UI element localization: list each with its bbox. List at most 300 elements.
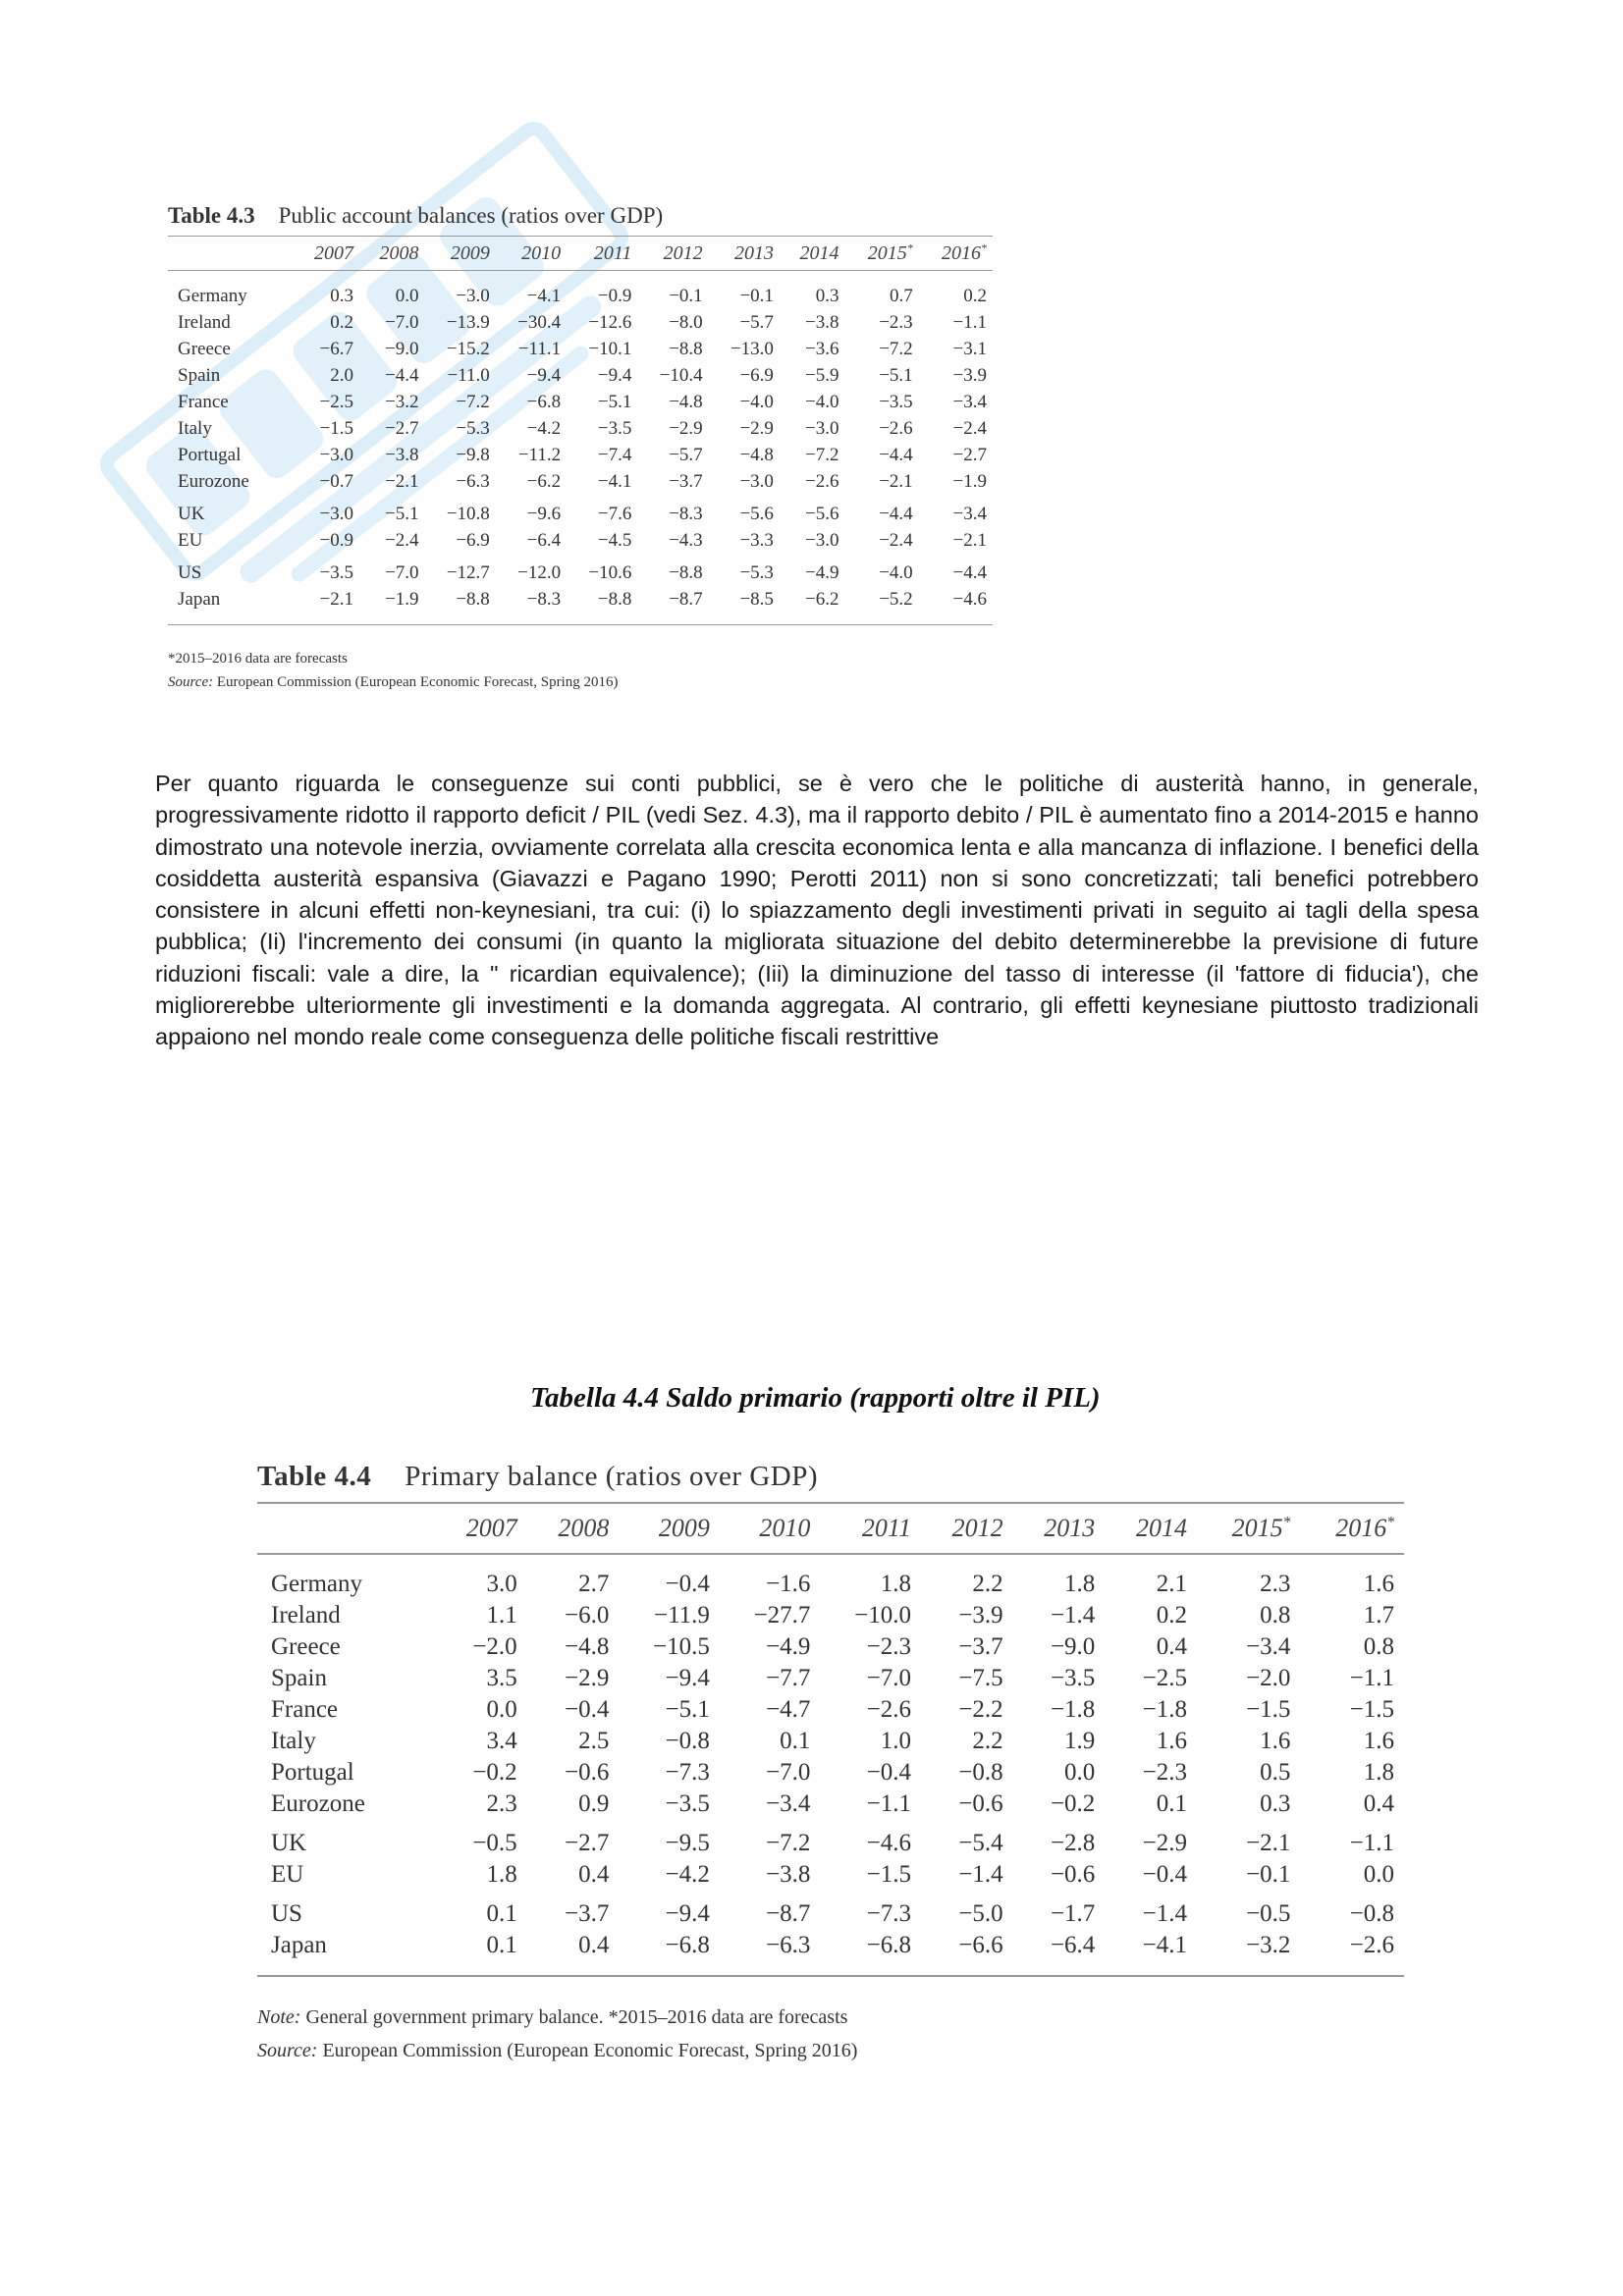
value-cell: −3.5 [319,561,353,583]
value-cell: −1.1 [866,1790,911,1817]
column-header: 2011 [861,1514,911,1542]
value-cell: −7.0 [766,1759,811,1786]
country-cell: Spain [178,364,221,386]
value-cell: −11.9 [653,1602,710,1629]
value-cell: −8.7 [669,588,703,610]
value-cell: −5.0 [958,1900,1003,1927]
value-cell: 2.5 [578,1728,610,1754]
value-cell: −7.0 [385,561,419,583]
value-cell: 0.1 [1156,1790,1187,1817]
value-cell: 2.2 [972,1728,1003,1754]
country-cell: Eurozone [271,1790,365,1817]
value-cell: 0.2 [963,285,987,306]
value-cell: −7.3 [665,1759,710,1786]
value-cell: −3.6 [805,338,839,359]
value-cell: −6.8 [866,1932,911,1958]
column-header: 2014 [1135,1514,1187,1542]
value-cell: −2.9 [565,1665,610,1691]
value-cell: −5.7 [739,311,774,333]
table-4-4-note: Note: General government primary balance. *2015–2016 data are forecasts [257,2006,848,2028]
table-row [168,468,993,495]
column-header: 2014 [799,241,839,264]
value-cell: −1.6 [766,1571,811,1597]
value-cell: −0.4 [665,1571,710,1597]
value-cell: 2.1 [1156,1571,1187,1597]
value-cell: −4.8 [669,391,703,412]
value-cell: −1.8 [1050,1696,1096,1723]
value-cell: −4.0 [739,391,774,412]
value-cell: −5.2 [879,588,913,610]
value-cell: −12.6 [588,311,632,333]
value-cell: −2.4 [879,529,913,551]
value-cell: 1.8 [1064,1571,1096,1597]
column-header: 2012 [951,1514,1003,1542]
value-cell: −3.0 [319,503,353,524]
value-cell: −4.6 [866,1830,911,1856]
country-cell: Japan [271,1932,327,1958]
value-cell: −1.5 [1246,1696,1291,1723]
table-row [168,586,993,613]
value-cell: 0.3 [1260,1790,1291,1817]
value-cell: −9.0 [1050,1633,1096,1660]
value-cell: −11.2 [517,444,562,465]
corner-cell [168,237,294,271]
value-cell: −1.5 [1349,1696,1394,1723]
table-row [257,1828,1404,1859]
value-cell: −11.1 [517,338,562,359]
value-cell: −9.4 [597,364,632,386]
value-cell: −7.0 [866,1665,911,1691]
value-cell: −9.8 [456,444,490,465]
value-cell: 0.1 [780,1728,811,1754]
value-cell: −0.5 [1246,1900,1291,1927]
value-cell: −0.6 [565,1759,610,1786]
table-row [168,415,993,442]
value-cell: −3.4 [1246,1633,1291,1660]
value-cell: −1.1 [952,311,987,333]
table-row [168,283,993,309]
value-cell: −4.4 [879,444,913,465]
value-cell: 2.7 [578,1571,610,1597]
value-cell: −6.3 [456,470,490,492]
value-cell: −3.0 [739,470,774,492]
value-cell: −6.6 [958,1932,1003,1958]
value-cell: −7.3 [866,1900,911,1927]
value-cell: −4.1 [597,470,632,492]
value-cell: −0.2 [1050,1790,1096,1817]
column-header: 2009 [658,1514,710,1542]
value-cell: 0.4 [578,1932,610,1958]
column-header: 2008 [558,1514,610,1542]
value-cell: −0.5 [472,1830,517,1856]
value-cell: 2.3 [486,1790,517,1817]
table-row [257,1600,1404,1631]
value-cell: −3.5 [879,391,913,412]
value-cell: −3.4 [952,503,987,524]
value-cell: −3.0 [456,285,490,306]
value-cell: −15.2 [446,338,490,359]
value-cell: −2.9 [1142,1830,1187,1856]
country-cell: Greece [271,1633,341,1660]
value-cell: −30.4 [517,311,562,333]
value-cell: −10.6 [588,561,632,583]
column-header: 2015* [1231,1514,1291,1542]
value-cell: −5.9 [805,364,839,386]
table-row [257,1631,1404,1663]
country-cell: France [178,391,229,412]
value-cell: 0.1 [486,1900,517,1927]
column-header: 2007 [314,241,353,264]
value-cell: −4.1 [526,285,562,306]
value-cell: −9.6 [526,503,562,524]
country-cell: Ireland [178,311,231,333]
value-cell: −6.2 [526,470,562,492]
value-cell: −7.0 [385,311,419,333]
value-cell: −1.5 [319,417,353,439]
value-cell: −2.9 [669,417,703,439]
value-cell: −7.2 [766,1830,811,1856]
value-cell: 1.8 [486,1861,517,1888]
value-cell: −0.1 [739,285,774,306]
value-cell: −3.9 [952,364,987,386]
table-4-4-label: Table 4.4 [257,1461,372,1492]
value-cell: −11.0 [447,364,490,386]
table-row [168,442,993,468]
value-cell: −0.8 [1349,1900,1394,1927]
value-cell: −0.9 [319,529,353,551]
country-cell: US [178,561,202,583]
value-cell: 2.2 [972,1571,1003,1597]
country-cell: Ireland [271,1602,341,1629]
value-cell: −1.4 [1142,1900,1187,1927]
value-cell: −0.8 [958,1759,1003,1786]
table43-header-row [168,237,993,271]
value-cell: −7.5 [958,1665,1003,1691]
value-cell: −5.4 [958,1830,1003,1856]
value-cell: −8.3 [526,588,562,610]
table-row [257,1859,1404,1891]
value-cell: −2.0 [1246,1665,1291,1691]
column-header: 2010 [521,241,562,264]
value-cell: −2.4 [952,417,987,439]
value-cell: 0.3 [815,285,839,306]
value-cell: −5.1 [597,391,632,412]
table-4-4-heading: Primary balance (ratios over GDP) [405,1461,819,1492]
value-cell: 1.8 [880,1571,911,1597]
table-row [257,1663,1404,1694]
country-cell: Greece [178,338,231,359]
table-row [168,501,993,527]
value-cell: −7.7 [766,1665,811,1691]
value-cell: −27.7 [753,1602,811,1629]
value-cell: −5.1 [385,503,419,524]
value-cell: −0.6 [958,1790,1003,1817]
value-cell: −0.9 [597,285,632,306]
value-cell: −1.4 [958,1861,1003,1888]
table-4-3-grid [168,237,993,624]
value-cell: −3.3 [739,529,774,551]
value-cell: −2.7 [952,444,987,465]
value-cell: 2.0 [330,364,353,386]
value-cell: 0.5 [1260,1759,1291,1786]
column-header: 2010 [759,1514,811,1542]
value-cell: −1.9 [385,588,419,610]
column-header: 2011 [593,241,632,264]
value-cell: −1.5 [866,1861,911,1888]
value-cell: −4.6 [952,588,987,610]
value-cell: −6.4 [1050,1932,1096,1958]
value-cell: 0.2 [330,311,353,333]
value-cell: −5.1 [665,1696,710,1723]
value-cell: −4.9 [766,1633,811,1660]
value-cell: −3.9 [958,1602,1003,1629]
value-cell: −0.8 [665,1728,710,1754]
value-cell: 0.4 [1156,1633,1187,1660]
value-cell: −2.0 [472,1633,517,1660]
value-cell: 0.8 [1260,1602,1291,1629]
column-header: 2013 [733,241,774,264]
value-cell: 1.9 [1064,1728,1096,1754]
table-4-4-title [257,1451,1404,1502]
value-cell: −3.0 [319,444,353,465]
value-cell: −2.9 [739,417,774,439]
value-cell: 1.8 [1363,1759,1394,1786]
table-row [168,309,993,336]
value-cell: 0.4 [1363,1790,1394,1817]
value-cell: −9.4 [526,364,562,386]
value-cell: −7.4 [597,444,632,465]
value-cell: −0.7 [319,470,353,492]
value-cell: −4.0 [879,561,913,583]
value-cell: −7.6 [597,503,632,524]
value-cell: −2.6 [805,470,839,492]
value-cell: −6.9 [739,364,774,386]
table-row [257,1757,1404,1789]
value-cell: −1.8 [1142,1696,1187,1723]
value-cell: −7.2 [805,444,839,465]
value-cell: −2.5 [1142,1665,1187,1691]
value-cell: 1.7 [1363,1602,1394,1629]
value-cell: −3.0 [805,529,839,551]
value-cell: −9.0 [385,338,419,359]
value-cell: 0.7 [889,285,913,306]
value-cell: −6.8 [665,1932,710,1958]
value-cell: −2.1 [385,470,419,492]
value-cell: −8.5 [739,588,774,610]
value-cell: −1.1 [1349,1830,1394,1856]
country-cell: Spain [271,1665,327,1691]
value-cell: −10.1 [588,338,632,359]
country-cell: EU [271,1861,304,1888]
body-paragraph: Per quanto riguarda le conseguenze sui conti pubblici, se è vero che le politiche di austerità hanno, in generale, progressivamente ridotto il rapporto deficit / PIL (vedi Sez. 4.3), ma il rapporto debito / PIL è aumentato fino a 2014-2015 e hanno dimostrato una notevole inerzia, ovviamente correlata alla crescita economica lenta e alla mancanza di inflazione. I benefici della cosiddetta austerità espansiva (Giavazzi e Pagano 1990; Perotti 2011) non si sono concretizzati; tali benefici potrebbero consistere in alcuni effetti non-keynesiani, tra cui: (i) lo spiazzamento degli investimenti privati in seguito ai tagli della spesa pubblica; (Ii) l'incremento dei consumi (in quanto la migliorata situazione del debito determinerebbe la previsione di future riduzioni fiscali: vale a dire, la " ricardian equivalence); (Iii) la diminuzione del tasso di interesse (il 'fattore di fiducia'), che migliorerebbe ulteriormente gli investimenti e la domanda aggregata. Al contrario, gli effetti keynesiane piuttosto tradizionali appaiono nel mondo reale come conseguenza delle politiche fiscali restrittive [155,771,1479,1050]
value-cell: −6.4 [526,529,562,551]
value-cell: −2.3 [879,311,913,333]
value-cell: −6.0 [565,1602,610,1629]
value-cell: −0.4 [866,1759,911,1786]
table-row [168,336,993,362]
value-cell: −4.2 [526,417,562,439]
value-cell: 3.0 [486,1571,517,1597]
value-cell: −10.8 [446,503,490,524]
table-4-4-caption: Tabella 4.4 Saldo primario (rapporti oltre il PIL) [530,1382,1101,1414]
table-4-4-source: Source: European Commission (European Economic Forecast, Spring 2016) [257,2040,858,2061]
value-cell: −8.8 [597,588,632,610]
value-cell: −3.7 [565,1900,610,1927]
table-row [168,389,993,415]
value-cell: −2.6 [866,1696,911,1723]
value-cell: −2.6 [879,417,913,439]
value-cell: −5.3 [739,561,774,583]
table-row [168,560,993,586]
value-cell: 0.0 [1363,1861,1394,1888]
value-cell: −13.0 [730,338,774,359]
value-cell: −5.7 [669,444,703,465]
column-header: 2008 [379,241,419,264]
value-cell: −2.7 [385,417,419,439]
value-cell: −12.0 [517,561,562,583]
table-row [168,362,993,389]
value-cell: −10.4 [659,364,703,386]
value-cell: −0.1 [669,285,703,306]
column-header: 2013 [1044,1514,1096,1542]
value-cell: −3.1 [952,338,987,359]
table-row [257,1930,1404,1961]
country-cell: Germany [178,285,247,306]
value-cell: 1.1 [486,1602,517,1629]
value-cell: −2.1 [1246,1830,1291,1856]
value-cell: 1.6 [1363,1571,1394,1597]
column-header: 2012 [663,241,703,264]
value-cell: 0.2 [1156,1602,1187,1629]
value-cell: 2.3 [1260,1571,1291,1597]
value-cell: 1.6 [1363,1728,1394,1754]
value-cell: −3.5 [665,1790,710,1817]
column-header: 2007 [465,1514,517,1542]
value-cell: −6.7 [319,338,353,359]
table-row [168,527,993,554]
value-cell: −4.1 [1142,1932,1187,1958]
value-cell: −4.4 [879,503,913,524]
value-cell: −2.3 [866,1633,911,1660]
table44-header-row [257,1504,1404,1554]
value-cell: −2.5 [319,391,353,412]
value-cell: −1.4 [1050,1602,1096,1629]
corner-cell [257,1504,435,1554]
table-4-3 [168,196,993,694]
value-cell: −13.9 [446,311,490,333]
column-header: 2016* [942,240,987,264]
value-cell: −9.4 [665,1900,710,1927]
value-cell: −0.4 [1142,1861,1187,1888]
country-cell: Japan [178,588,221,610]
value-cell: −2.3 [1142,1759,1187,1786]
table-4-4-grid [257,1504,1404,1975]
value-cell: −1.7 [1050,1900,1096,1927]
value-cell: 3.5 [486,1665,517,1691]
value-cell: −2.1 [879,470,913,492]
value-cell: −4.4 [385,364,419,386]
table-row [257,1569,1404,1600]
value-cell: −8.3 [669,503,703,524]
value-cell: 1.0 [880,1728,911,1754]
value-cell: −1.1 [1349,1665,1394,1691]
country-cell: Germany [271,1571,363,1597]
value-cell: −5.1 [879,364,913,386]
value-cell: −12.7 [446,561,490,583]
country-cell: Italy [178,417,212,439]
value-cell: −3.4 [766,1790,811,1817]
value-cell: −6.9 [456,529,490,551]
value-cell: −0.1 [1246,1861,1291,1888]
value-cell: −10.5 [653,1633,710,1660]
value-cell: −8.8 [669,338,703,359]
value-cell: −2.6 [1349,1932,1394,1958]
value-cell: 0.0 [395,285,419,306]
value-cell: −1.9 [952,470,987,492]
value-cell: −10.0 [854,1602,911,1629]
value-cell: −3.8 [766,1861,811,1888]
value-cell: −6.8 [526,391,562,412]
table-4-4 [257,1451,1404,2067]
value-cell: 0.0 [486,1696,517,1723]
value-cell: −5.6 [739,503,774,524]
value-cell: −4.9 [805,561,839,583]
value-cell: −2.1 [319,588,353,610]
table-4-3-label: Table 4.3 [168,203,255,228]
table-4-3-heading: Public account balances (ratios over GDP) [278,203,664,228]
country-cell: UK [178,503,205,524]
value-cell: −8.8 [456,588,490,610]
value-cell: −4.3 [669,529,703,551]
column-header: 2009 [450,241,490,264]
value-cell: −2.4 [385,529,419,551]
value-cell: −3.5 [597,417,632,439]
value-cell: −7.2 [879,338,913,359]
country-cell: Portugal [178,444,242,465]
value-cell: 0.1 [486,1932,517,1958]
country-cell: Portugal [271,1759,354,1786]
country-cell: Eurozone [178,470,249,492]
value-cell: 3.4 [486,1728,517,1754]
value-cell: −3.8 [805,311,839,333]
value-cell: −3.4 [952,391,987,412]
column-header: 2015* [867,240,913,264]
country-cell: US [271,1900,302,1927]
value-cell: −3.5 [1050,1665,1096,1691]
value-cell: 0.4 [578,1861,610,1888]
table-row [257,1898,1404,1930]
value-cell: −4.8 [565,1633,610,1660]
country-cell: EU [178,529,203,551]
value-cell: −2.2 [958,1696,1003,1723]
value-cell: −0.4 [565,1696,610,1723]
value-cell: 0.8 [1363,1633,1394,1660]
value-cell: −2.8 [1050,1830,1096,1856]
value-cell: −3.7 [669,470,703,492]
value-cell: 0.0 [1064,1759,1096,1786]
value-cell: −9.5 [665,1830,710,1856]
value-cell: −8.7 [766,1900,811,1927]
value-cell: −0.2 [472,1759,517,1786]
table-row [257,1694,1404,1726]
table-4-3-note: *2015–2016 data are forecasts [168,651,348,667]
value-cell: −2.1 [952,529,987,551]
value-cell: −0.6 [1050,1861,1096,1888]
value-cell: −3.2 [1246,1932,1291,1958]
table-4-3-title [168,196,993,236]
column-header: 2016* [1335,1514,1394,1542]
value-cell: 1.6 [1260,1728,1291,1754]
